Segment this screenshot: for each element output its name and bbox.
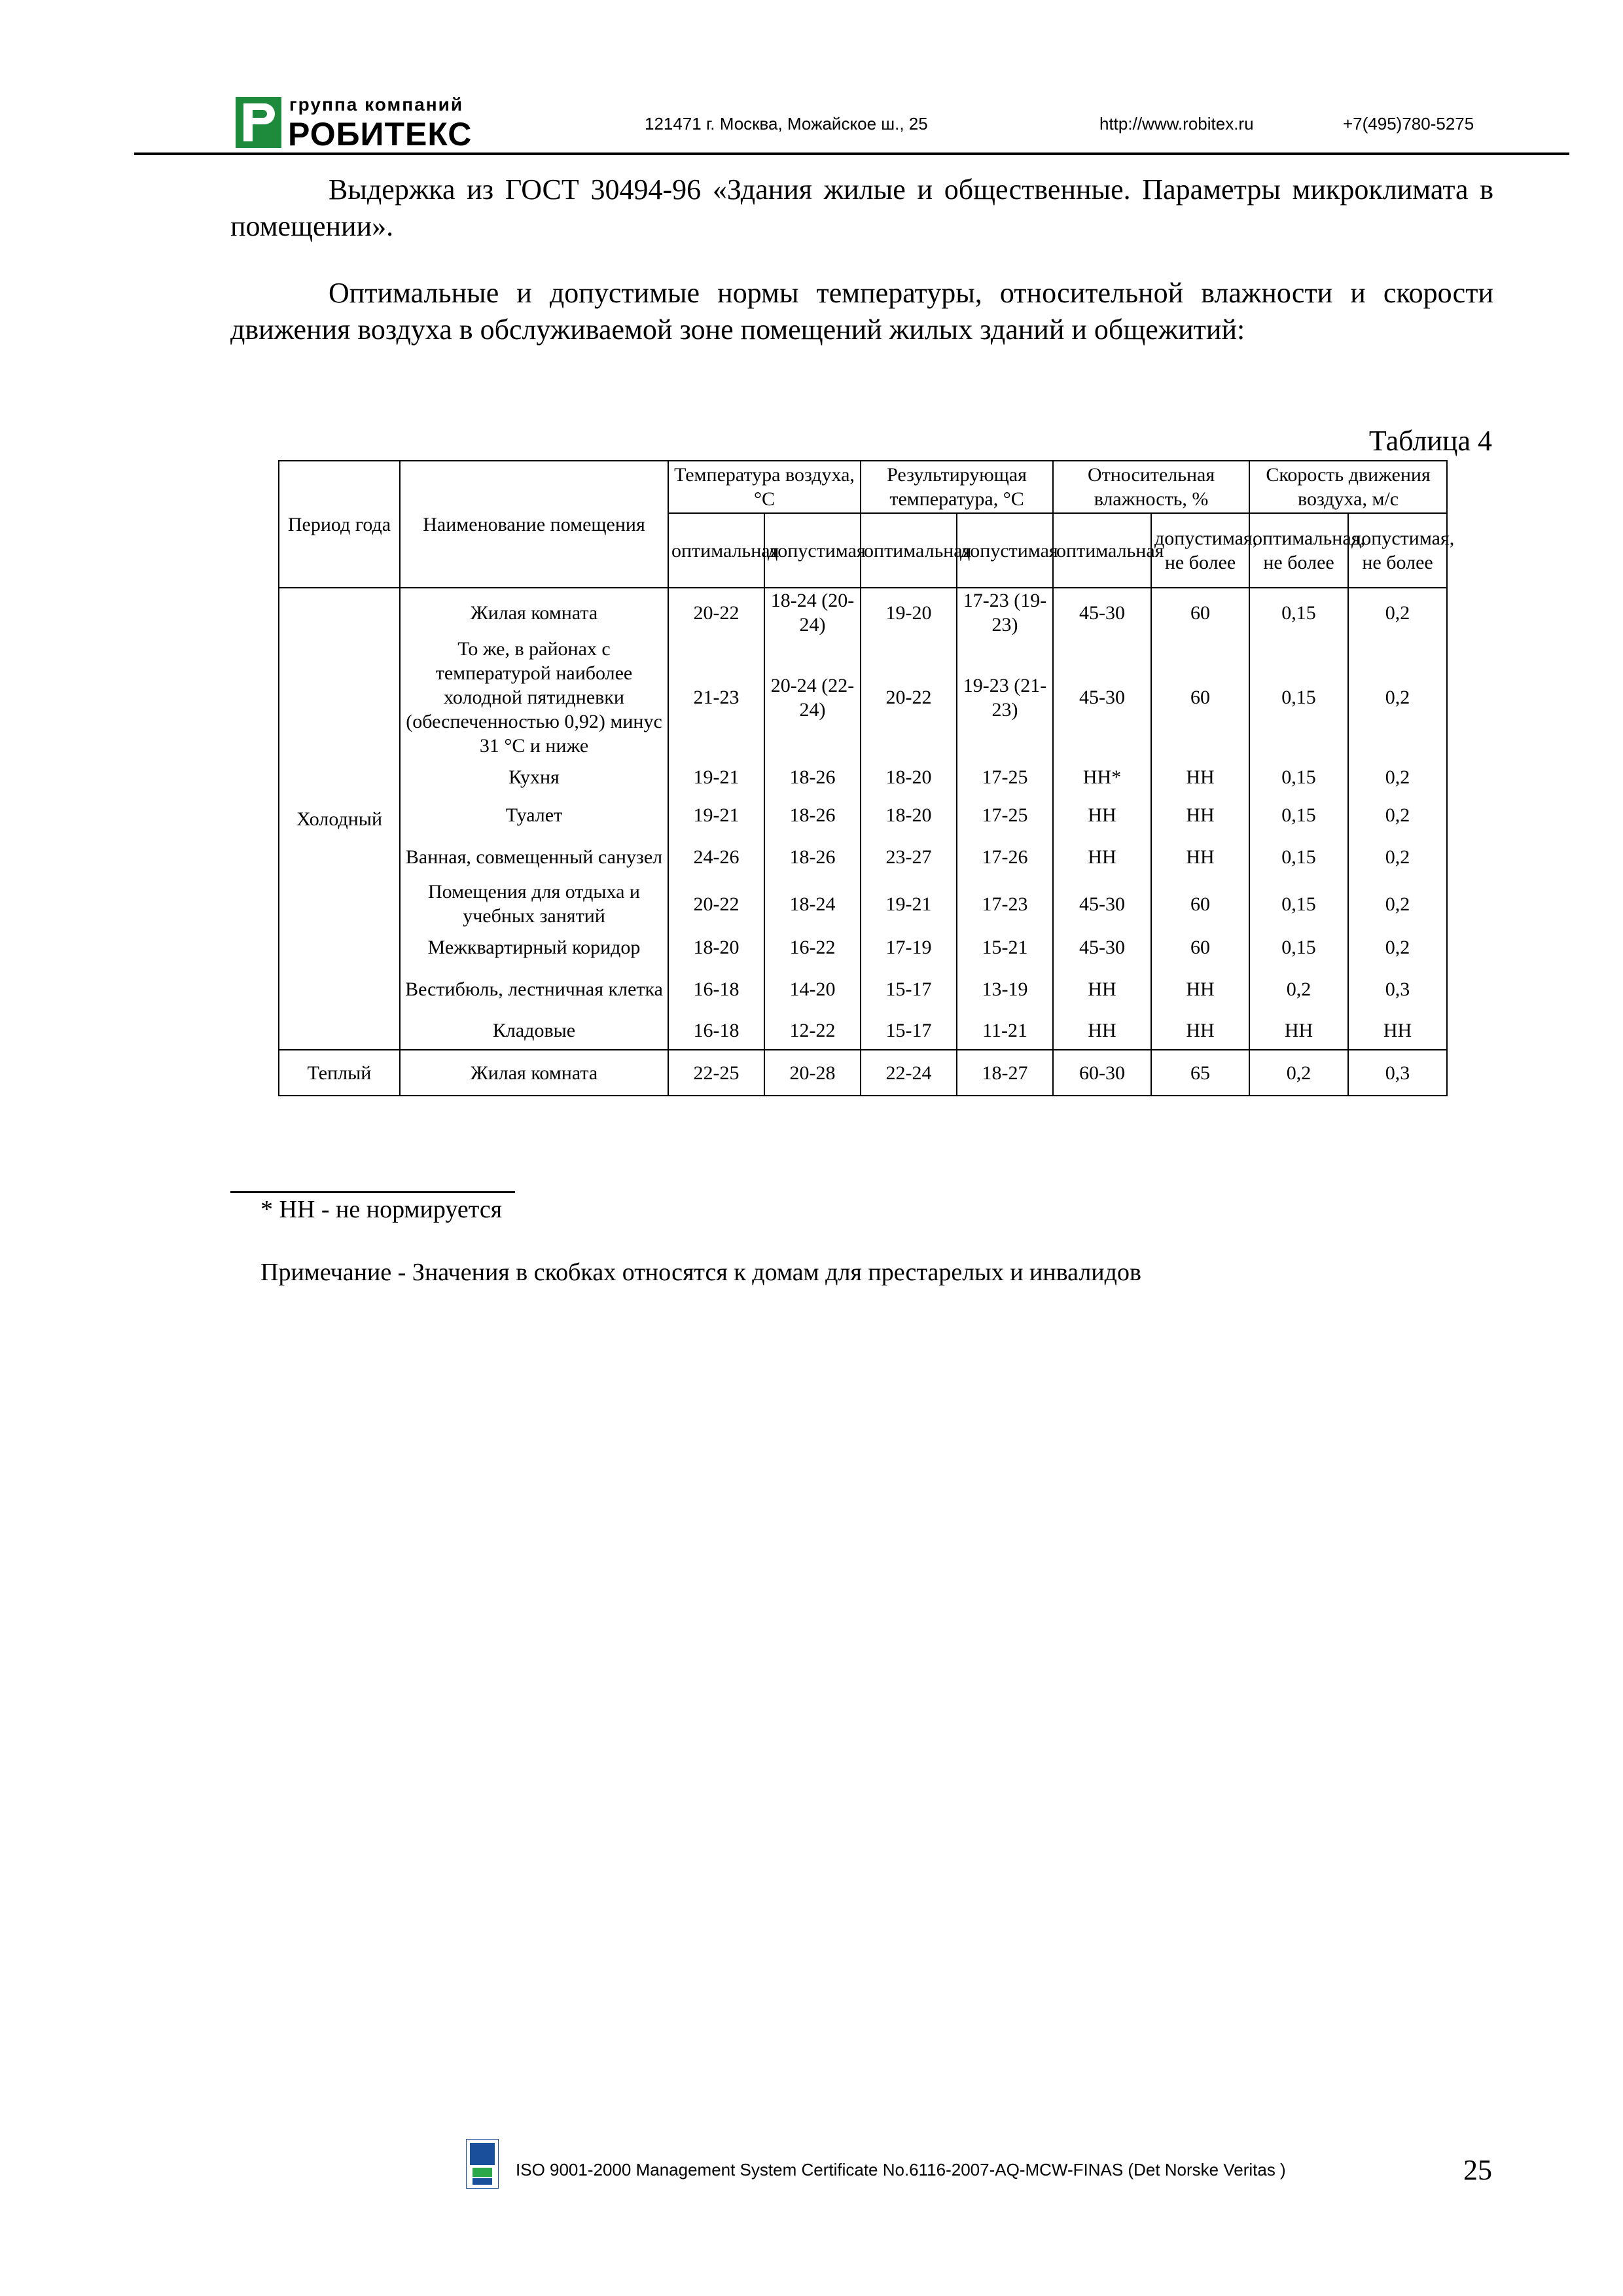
cell-h-opt: 45-30	[1053, 588, 1151, 637]
cell-h-perm: 60	[1151, 928, 1249, 966]
cell-v-perm: 0,2	[1348, 834, 1447, 880]
header-result-temp: Результирующая температура, °С	[861, 461, 1053, 513]
table-row	[279, 880, 1447, 928]
header-period: Период года	[279, 461, 400, 588]
table-row	[279, 966, 1447, 1012]
cell-t-perm: 20-28	[764, 1050, 861, 1096]
cell-room: Жилая комната	[400, 1050, 668, 1096]
warm-period-rows	[279, 1050, 1447, 1096]
page-number: 25	[1463, 2154, 1492, 2186]
cell-t-opt: 16-18	[668, 1012, 764, 1050]
cell-r-opt: 15-17	[861, 1012, 957, 1050]
cell-t-opt: 18-20	[668, 928, 764, 966]
iso-certificate-text: ISO 9001-2000 Management System Certificate No.6116-2007-AQ-MCW-FINAS (Det Norske Veritas )	[516, 2160, 1286, 2179]
cell-t-perm: 16-22	[764, 928, 861, 966]
subheader-optimal: оптимальная	[1053, 513, 1151, 588]
cell-r-opt: 22-24	[861, 1050, 957, 1096]
cell-room: Вестибюль, лестничная клетка	[400, 966, 668, 1012]
cell-t-perm: 12-22	[764, 1012, 861, 1050]
table-row	[279, 796, 1447, 834]
subheader-optimal: оптимальная	[668, 513, 764, 588]
cell-t-perm: 18-26	[764, 834, 861, 880]
cell-h-opt: НН	[1053, 966, 1151, 1012]
period-warm: Теплый	[279, 1050, 400, 1096]
robitex-logo-icon	[236, 97, 281, 148]
intro-paragraph-gost: Выдержка из ГОСТ 30494-96 «Здания жилые и общественные. Параметры микроклимата в помещении».	[230, 173, 1493, 242]
header-air-temp: Температура воздуха, °С	[668, 461, 861, 513]
cell-t-perm: 14-20	[764, 966, 861, 1012]
cell-h-opt: НН*	[1053, 758, 1151, 796]
cell-r-opt: 20-22	[861, 637, 957, 758]
cell-v-opt: 0,15	[1249, 758, 1348, 796]
cell-r-perm: 13-19	[957, 966, 1053, 1012]
cell-t-opt: 24-26	[668, 834, 764, 880]
cell-h-opt: 45-30	[1053, 928, 1151, 966]
table-row	[279, 588, 1447, 637]
cell-h-opt: НН	[1053, 796, 1151, 834]
cell-r-perm: 11-21	[957, 1012, 1053, 1050]
table-row	[279, 1012, 1447, 1050]
logo-tagline: группа компаний	[289, 94, 464, 115]
cell-v-perm: 0,3	[1348, 1050, 1447, 1096]
cell-room: Кухня	[400, 758, 668, 796]
cell-r-opt: 17-19	[861, 928, 957, 966]
cell-t-opt: 16-18	[668, 966, 764, 1012]
cell-t-opt: 19-21	[668, 758, 764, 796]
header-room: Наименование помещения	[400, 461, 668, 588]
table-row	[279, 834, 1447, 880]
cell-t-opt: 21-23	[668, 637, 764, 758]
cell-t-opt: 19-21	[668, 796, 764, 834]
table-row	[279, 928, 1447, 966]
company-logo	[236, 92, 484, 152]
cell-v-perm: 0,2	[1348, 637, 1447, 758]
cell-v-opt: 0,2	[1249, 1050, 1348, 1096]
cell-room: Ванная, совмещенный санузел	[400, 834, 668, 880]
cell-v-perm: 0,3	[1348, 966, 1447, 1012]
cell-v-perm: НН	[1348, 1012, 1447, 1050]
cell-room: Межквартирный коридор	[400, 928, 668, 966]
table-note: Примечание - Значения в скобках относятся к домам для престарелых и инвалидов	[260, 1259, 1141, 1286]
cell-h-perm: НН	[1151, 834, 1249, 880]
cell-v-perm: 0,2	[1348, 796, 1447, 834]
table-row	[279, 1050, 1447, 1096]
cell-v-perm: 0,2	[1348, 588, 1447, 637]
cell-h-opt: НН	[1053, 1012, 1151, 1050]
cell-h-perm: НН	[1151, 966, 1249, 1012]
table-row	[279, 637, 1447, 758]
cell-r-perm: 17-25	[957, 796, 1053, 834]
cell-r-perm: 15-21	[957, 928, 1053, 966]
cell-v-opt: 0,2	[1249, 966, 1348, 1012]
cell-h-opt: 45-30	[1053, 637, 1151, 758]
cell-h-perm: 65	[1151, 1050, 1249, 1096]
cell-r-opt: 15-17	[861, 966, 957, 1012]
cell-h-perm: НН	[1151, 758, 1249, 796]
cell-room: Жилая комната	[400, 588, 668, 637]
cell-t-perm: 18-24	[764, 880, 861, 928]
cell-t-opt: 20-22	[668, 588, 764, 637]
cell-r-perm: 19-23 (21-23)	[957, 637, 1053, 758]
cell-v-perm: 0,2	[1348, 758, 1447, 796]
cell-room: Помещения для отдыха и учебных занятий	[400, 880, 668, 928]
subheader-permissible-max: допустимая, не более	[1151, 513, 1249, 588]
cell-h-opt: 60-30	[1053, 1050, 1151, 1096]
cell-v-opt: НН	[1249, 1012, 1348, 1050]
subheader-optimal-max: оптимальная, не более	[1249, 513, 1348, 588]
cell-v-opt: 0,15	[1249, 588, 1348, 637]
cell-v-perm: 0,2	[1348, 880, 1447, 928]
subheader-optimal: оптимальная	[861, 513, 957, 588]
footnote-divider	[230, 1191, 515, 1193]
header-divider	[134, 152, 1569, 155]
header-phone: +7(495)780-5275	[1343, 114, 1474, 134]
period-cold: Холодный	[279, 588, 400, 1050]
cell-v-opt: 0,15	[1249, 637, 1348, 758]
header-humidity: Относительная влажность, %	[1053, 461, 1249, 513]
header-website: http://www.robitex.ru	[1099, 114, 1254, 134]
cell-r-perm: 18-27	[957, 1050, 1053, 1096]
table-caption: Таблица 4	[1368, 425, 1492, 457]
cell-h-perm: НН	[1151, 796, 1249, 834]
header-air-speed: Скорость движения воздуха, м/с	[1249, 461, 1447, 513]
cell-r-perm: 17-23	[957, 880, 1053, 928]
subheader-permissible: допустимая	[957, 513, 1053, 588]
cell-v-perm: 0,2	[1348, 928, 1447, 966]
subheader-permissible: допустимая	[764, 513, 861, 588]
cell-v-opt: 0,15	[1249, 796, 1348, 834]
cell-h-opt: НН	[1053, 834, 1151, 880]
logo-company-name: РОБИТЕКС	[288, 116, 473, 152]
header-address: 121471 г. Москва, Можайское ш., 25	[645, 114, 928, 134]
cell-t-perm: 18-24 (20-24)	[764, 588, 861, 637]
cell-v-opt: 0,15	[1249, 834, 1348, 880]
cell-r-opt: 23-27	[861, 834, 957, 880]
cell-h-perm: 60	[1151, 880, 1249, 928]
table-row	[279, 758, 1447, 796]
cell-v-opt: 0,15	[1249, 880, 1348, 928]
cell-t-perm: 18-26	[764, 796, 861, 834]
cell-t-perm: 18-26	[764, 758, 861, 796]
footnote-nn: * НН - не нормируется	[260, 1196, 503, 1223]
cell-r-opt: 18-20	[861, 758, 957, 796]
cell-r-opt: 18-20	[861, 796, 957, 834]
cell-h-opt: 45-30	[1053, 880, 1151, 928]
cell-v-opt: 0,15	[1249, 928, 1348, 966]
cell-h-perm: 60	[1151, 637, 1249, 758]
subheader-permissible-max: допустимая, не более	[1348, 513, 1447, 588]
cell-r-perm: 17-25	[957, 758, 1053, 796]
cold-period-rows	[279, 588, 1447, 1050]
cell-room: То же, в районах с температурой наиболее холодной пятидневки (обеспеченностью 0,92) минус 31 °С и ниже	[400, 637, 668, 758]
cell-room: Кладовые	[400, 1012, 668, 1050]
cell-t-opt: 20-22	[668, 880, 764, 928]
dnv-certification-icon	[466, 2139, 499, 2189]
cell-t-perm: 20-24 (22-24)	[764, 637, 861, 758]
cell-h-perm: 60	[1151, 588, 1249, 637]
microclimate-table	[278, 460, 1455, 1096]
cell-t-opt: 22-25	[668, 1050, 764, 1096]
cell-r-perm: 17-26	[957, 834, 1053, 880]
cell-r-opt: 19-21	[861, 880, 957, 928]
cell-r-opt: 19-20	[861, 588, 957, 637]
cell-r-perm: 17-23 (19-23)	[957, 588, 1053, 637]
intro-paragraph-norms: Оптимальные и допустимые нормы температуры, относительной влажности и скорости движения воздуха в обслуживаемой зоне помещений жилых зданий и общежитий:	[230, 277, 1493, 346]
cell-h-perm: НН	[1151, 1012, 1249, 1050]
cell-room: Туалет	[400, 796, 668, 834]
